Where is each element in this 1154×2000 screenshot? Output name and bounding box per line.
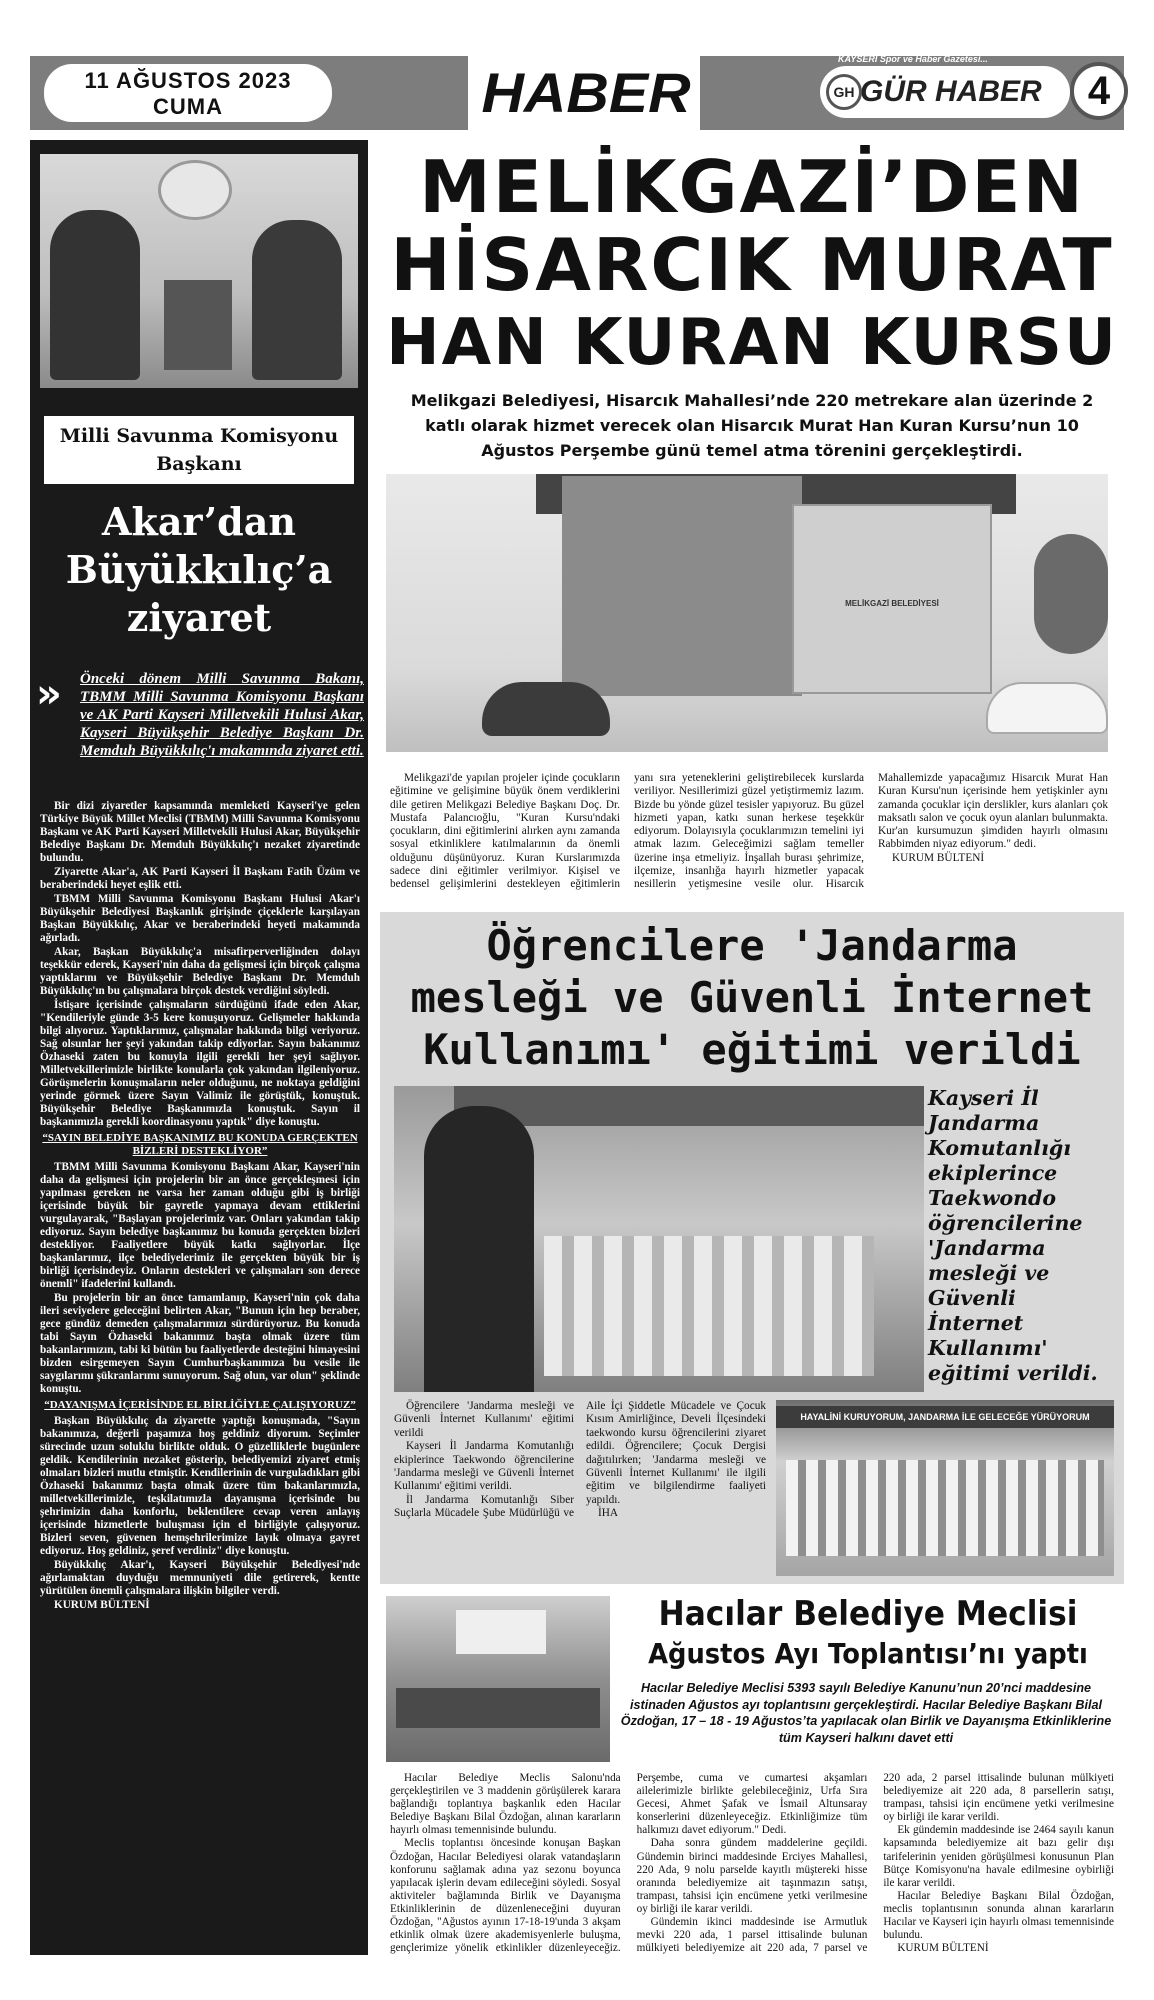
article3-paragraph: Meclis toplantısı öncesinde konuşan Başkan Özdoğan, Hacılar Belediyesi olarak vatandaşların konforunu sağlamak adına yaz sezonu boyunca yapılacak işlerin devam edileceğini söyledi. Sosyal aktiviteler bağlamında Birlik ve Dayanışma Etkinliklerinin de düzenleneceğini duyuran Özdoğan, "Ağustos ayının 17-18-19'unda 3 akşam etkinlik olmak üzere akademisyenlerle buluşma, gençlerimize yönelik etkinlikler düzenleyeceğiz. Perşembe, cuma ve cumartesi akşamları ailelerimizle birlikte gelebileceğiniz, Urfa Sıra Gecesi, Ahmet Şafak ve İsmail Altunsaray konserlerini düzenleyeceğiz. Etkinliğimize tüm halkımızı davet ediyorum." Dedi.: [390, 1772, 868, 1955]
article3-paragraph: Daha sonra gündem maddelerine geçildi. Gündemin birinci maddesinde Erciyes Mahallesi, 220 Ada, 9 nolu parselde kayıtlı müştereki hisse oranında belediyemize ait taşınmazın satışı, trampası, tahsisi için encümene yetki verilmesine oy birliği ile karar verildi.: [636, 1837, 868, 1915]
article1-body: [390, 772, 1108, 932]
left-paragraph: TBMM Milli Savunma Komisyonu Başkanı Akar, Kayseri'nin daha da gelişmesi için projelerin bir an önce gerçekleşmesi için yapılması gereken ne varsa her zaman olduğu gibi iş birliği içerisinde büyük bir gayretle yapmaya devam ettiklerini vurgulayarak, "Başlayan projelerimiz var. Onları yakından takip ediyoruz. Sayın belediye başkanımız bu konuda gerçekten bizleri destekliyor. Faaliyetlere büyük katkı sağlıyorlar. İlçe başkanlarımız, ilçe belediyelerimiz ile gerçekten büyük bir iş birliği içerisindeyiz. Onların destekleri ve çalışmaları son derece önemli" ifadelerini kullandı.: [40, 1161, 360, 1290]
person-right-figure: [252, 220, 342, 380]
left-lead: Önceki dönem Milli Savunma Bakanı, TBMM Milli Savunma Komisyonu Başkanı ve AK Parti Kayseri Milletvekili Hulusi Akar, Kayseri Büyükşehir Belediye Başkanı Dr. Memduh Büyükkılıç'ı makamında ziyaret etti.: [80, 671, 364, 759]
left-paragraph: Akar, Başkan Büyükkılıç'a misafirperverliğinden dolayı teşekkür ederek, Kayseri'nin daha da gelişmesi için birçok çalışma yaptıklarını ve Büyükşehir Belediye Başkanı Dr. Memduh Büyükkılıç'ın bu çalışmalara birçok destek verdiğini söyledi.: [40, 946, 360, 997]
article2-paragraph: Öğrencilere 'Jandarma mesleği ve Güvenli İnternet Kullanımı' eğitimi verildi: [394, 1400, 574, 1439]
building-block: [562, 476, 802, 696]
meeting-photo: [40, 154, 358, 388]
screen-shape: [456, 1610, 546, 1654]
side-table-figure: [164, 280, 232, 370]
article1-headline: [380, 145, 1124, 382]
person-left-figure: [50, 210, 140, 380]
left-body-text: [40, 800, 360, 1613]
logo-text: GÜR HABER: [860, 75, 1042, 108]
left-subheading: “SAYIN BELEDİYE BAŞKANIMIZ BU KONUDA GERÇEKTEN BİZLERİ DESTEKLİYOR”: [42, 1132, 358, 1157]
article2-paragraph: İl Jandarma Komutanlığı Siber Suçlarla Mücadele Şube Müdürlüğü ve Aile İçi Şiddetle Mücadele ve Çocuk Kısım Amirliğince, Develi İlçesindeki taekwondo kursu öğrencilerini ziyaret edildi. Öğrencilere; Çocuk Dergisi dağıtılırken; 'Jandarma mesleği ve Güvenli İnternet Kullanımı' ile ilgili eğitim ve bilgilendirme faaliyeti yapıldı.: [394, 1400, 766, 1520]
article2-paragraph: Kayseri İl Jandarma Komutanlığı ekiplerince Taekwondo öğrencilerine 'Jandarma mesleği ve Güvenli İnternet Kullanımı' eğitimi verildi.: [394, 1440, 574, 1493]
left-subheading: “DAYANIŞMA İÇERİSİNDE EL BİRLİĞİYLE ÇALIŞIYORUZ”: [44, 1399, 356, 1411]
article2-headline: Öğrencilere 'Jandarma mesleği ve Güvenli İnternet Kullanımı' eğitimi verildi: [410, 921, 1094, 1074]
headline-line: HAN KURAN KURSU: [386, 306, 1118, 380]
article1-byline: KURUM BÜLTENİ: [892, 851, 985, 864]
article3-paragraph: KURUM BÜLTENİ: [897, 1942, 989, 1955]
article1-paragraph: Melikgazi'de yapılan projeler içinde çocukların eğitimine ve gelişimine büyük önem verdiklerini dile getiren Melikgazi Belediye Başkanı Doç. Dr. Mustafa Palancıoğlu, "Kuran Kursu'ndaki çocukların, dini eğitimlerini alırken aynı zamanda sosyal etkinliklere katılmalarının da önemli olduğunu düşünüyoruz. Kuran Kurslarımızda sadece dini eğitimler verilmiyor. Kişisel ve bedensel gelişimlerini destekleyen eğitimlerin yanı sıra yeteneklerini geliştirebilecek kurslarda veriliyor. Nesillerimizi güzel yetiştirmemiz lazım. Bizde bu yönde güzel tesisler yapıyoruz. Bu güzel hizmeti yapan, katkı sunan herkese teşekkür ediyorum. Dolayısıyla çocuklarımızın temelini iyi atmak lazım. Geleceğimizi sağlam temeller üzerine inşa etmeliyiz. İnşallah burası şehrimize, ilçemize, insanlığa hayırlı hizmetler yapacak nesillerin yetişmesine vesile olur. Hisarcık Mahallemizde yapacağımız Hisarcık Murat Han Kuran Kursu'nun içerisinde hem yetişkinler aynı zamanda çocuklar için derslikler, kurs alanları çok maksatlı salon ve çocuk oyun alanları bulunmakta. Kur'an kursumuzun şimdiden hayırlı olmasını Rabbimden niyaz ediyorum." dedi.: [390, 772, 1108, 891]
car-shape: [986, 682, 1108, 734]
headline-line: Ağustos Ayı Toplantısı’nı yaptı: [648, 1637, 1088, 1670]
left-paragraph: Bu projelerin bir an önce tamamlanıp, Kayseri'nin çok daha ileri seviyelere geleceğini belirten Akar, "Bunun için hep beraber, gece gündüz demeden çalışmalarımızı sürdürüyoruz. Bu konuda tabi Sayın Özhaseki bakanımız başta olmak üzere tüm bakanlarımızın, tabi ki bütün bu faaliyetlerde desteğini himayesini bizden esirgemeyen Sayın Cumhurbaşkanımıza bu vesile ile saygılarımı şükranlarımı sunuyorum. Sağ olun, var olun" şeklinde konuştu.: [40, 1292, 360, 1395]
council-meeting-photo: [386, 1596, 610, 1762]
left-kicker: Milli Savunma Komisyonu Başkanı: [44, 416, 354, 484]
left-paragraph: Başkan Büyükkılıç da ziyarette yaptığı konuşmada, "Sayın bakanımıza, değerli paşamıza hoş geldiniz diyorum. Seçimler sürecinde uzun soluklu birlikte olduk. O güzelliklerle bugünlere geldik. Kendilerinin nezaket gösterip, belediyemizi ziyaret etmiş olmaları bizleri mutlu etmiştir. Kendilerinin de vurguladıkları gibi Özhaseki bakanımız başta olmak üzere tüm bakanlarımızla, milletvekillerimizle, teşkilatımızla dayanışma içerisinde bu şehrimizin daha konforlu, beklentilere cevap veren anlayış içerisinde hizmetlerle buluşması için el birliğiyle çalışıyoruz. Bizleri seven, güvenen hemşehrilerimize layık olmaya gayret ediyoruz. Hoş geldiniz, şeref verdiniz" diye konuştu.: [40, 1415, 360, 1557]
headline-line: HİSARCIK MURAT: [390, 223, 1114, 307]
desk-shape: [396, 1688, 600, 1728]
newspaper-logo: [820, 66, 1070, 118]
building-rendering-photo: [386, 474, 1108, 752]
photo-banner: HAYALİNİ KURUYORUM, JANDARMA İLE GELECEĞE YÜRÜYORUM: [776, 1406, 1114, 1428]
date-box: [44, 64, 332, 122]
weekday-text: CUMA: [153, 94, 223, 119]
left-headline: Akar’dan Büyükkılıç’a ziyaret: [65, 499, 333, 640]
headline-line: Hacılar Belediye Meclisi: [658, 1594, 1078, 1634]
banner-shape: [454, 1086, 924, 1126]
left-paragraph: Büyükkılıç Akar'ı, Kayseri Büyükşehir Belediyesi'nde ağırlamaktan duyduğu memnuniyeti dile getirerek, kentte yürütülen önemli çalışmalara ilişkin bilgiler verdi.: [40, 1559, 360, 1597]
article2-body: [394, 1400, 766, 1576]
emblem-seal-icon: [158, 160, 232, 220]
training-photo: [394, 1086, 924, 1392]
date-text: 11 AĞUSTOS 2023: [84, 68, 292, 93]
page-number: 4: [1070, 62, 1128, 120]
article3-lead: Hacılar Belediye Meclisi 5393 sayılı Belediye Kanunu’nun 20’nci maddesine istinaden Ağustos ayı toplantısını gerçekleştirdi. Hacılar Belediye Başkanı Bilal Özdoğan, 17 – 18 - 19 Ağustos’ta yapılacak olan Birlik ve Dayanışma Etkinliklerine tüm Kayseri halkını davet etti: [620, 1681, 1112, 1745]
article2-byline: İHA: [598, 1507, 619, 1520]
students-row-figure: [786, 1460, 1104, 1556]
students-group-figure: [544, 1236, 874, 1376]
headline-line: MELİKGAZİ’DEN: [419, 145, 1085, 229]
left-paragraph: Bir dizi ziyaretler kapsamında memleketi Kayseri'ye gelen Türkiye Büyük Millet Meclisi (TBMM) Milli Savunma Komisyonu Başkanı ve AK Parti Kayseri Milletvekili Hulusi Akar, Büyükşehir Belediye Başkanı Dr. Memduh Büyükkılıç'ı nezaket ziyaretinde bulundu.: [40, 800, 360, 864]
article2-side-lead: Kayseri İl Jandarma Komutanlığı ekiplerince Taekwondo öğrencilerine 'Jandarma mesleği ve Güvenli İnternet Kullanımı' eğitimi verildi.: [928, 1086, 1098, 1385]
left-paragraph: İstişare içerisinde çalışmaların sürdüğünü ifade eden Akar, "Kendileriyle günde 3-5 kere konuşuyoruz. Gelişmeler hakkında bilgi alıyoruz. Yaptıklarımız, çalışmalar hakkında bilgi veriyoruz. Sağ olsunlar her şeyi yakından takip ediyorlar. Sayın bakanımız Özhaseki zaten bu konuyla ilgili gerekli her şeyi sağlıyor. Milletvekillerimizle birlikte konularla çok yakından ilgileniyoruz. Görüşmelerin konuşmaların neler olduğunu, ne noktaya geldiğini yerinde görmek üzere Sayın Valimiz ile görüştük, konuştuk. Büyükşehir Belediye Başkanımızla konuştuk. Sayın il başkanımızla gerekli koordinasyonu yaptık" diye konuştu.: [40, 999, 360, 1128]
page-header: [30, 52, 1124, 134]
section-title: HABER: [481, 61, 691, 124]
left-paragraph: Ziyarette Akar'a, AK Parti Kayseri İl Başkanı Fatih Üzüm ve beraberindeki heyet eşlik etti.: [40, 866, 360, 891]
article3-body: [390, 1772, 1114, 1968]
article3-paragraph: Hacılar Belediye Başkanı Bilal Özdoğan, meclis toplantısının sonunda alınan kararların Hacılar ve Kayseri için hayırlı olması temennisinde bulundu.: [883, 1889, 1114, 1942]
article3-headline: [638, 1592, 1098, 1672]
article3-paragraph: Ek gündemin maddesinde ise 2464 sayılı kanun kapsamında belediyemize ait bazı gelir dışı tarifelerinin yeniden görüşülmesi konusunun Plan Bütçe Komisyonu'na havale edilmesine oybirliği ile karar verildi.: [883, 1824, 1114, 1889]
left-paragraph: TBMM Milli Savunma Komisyonu Başkanı Hulusi Akar'ı Büyükşehir Belediyesi Başkanlık girişinde çiçeklerle karşılayan Başkan Büyükkılıç, Akar ve beraberindeki heyeti makamında ağırladı.: [40, 893, 360, 944]
logo-mark-icon: GH: [826, 74, 862, 110]
left-byline: KURUM BÜLTENİ: [54, 1599, 150, 1611]
double-chevron-icon: »: [36, 671, 62, 717]
tree-shape: [1034, 534, 1108, 654]
article3-paragraph: Hacılar Belediye Meclis Salonu'nda gerçekleştirilen ve 3 maddenin görüşülerek karara bağlandığı toplantıya başkanlık eden Hacılar Belediye Başkanı Bilal Özdoğan, alınan kararların hayırlı olması temennisinde bulundu.: [390, 1772, 621, 1837]
group-photo: [776, 1400, 1114, 1576]
car-shape: [482, 682, 610, 736]
building-sign: MELİKGAZİ BELEDİYESİ: [845, 599, 939, 608]
logo-tagline: KAYSERİ Spor ve Haber Gazetesi...: [838, 54, 988, 64]
left-column-article: [30, 140, 368, 1955]
article1-lead: Melikgazi Belediyesi, Hisarcık Mahallesi’nde 220 metrekare alan üzerinde 2 katlı olarak hizmet verecek olan Hisarcık Murat Han Kuran Kursu’nun 10 Ağustos Perşembe günü temel atma törenini gerçekleştirdi.: [410, 391, 1094, 460]
article3-paragraph: Gündemin ikinci maddesinde ise Armutluk mevki 220 ada, 1 parsel ittisalinde bulunan mülkiyeti belediyemize ait 220 ada, 7 parsel ve 220 ada, 2 parsel ittisalinde bulunan mülkiyeti belediyemize ait 220 ada, 8 parsellerin satışı, trampası, tahsisi için encümene yetki verilmesine oy birliği ile karar verildi.: [636, 1772, 1114, 1955]
gendarme-figure: [424, 1106, 534, 1392]
